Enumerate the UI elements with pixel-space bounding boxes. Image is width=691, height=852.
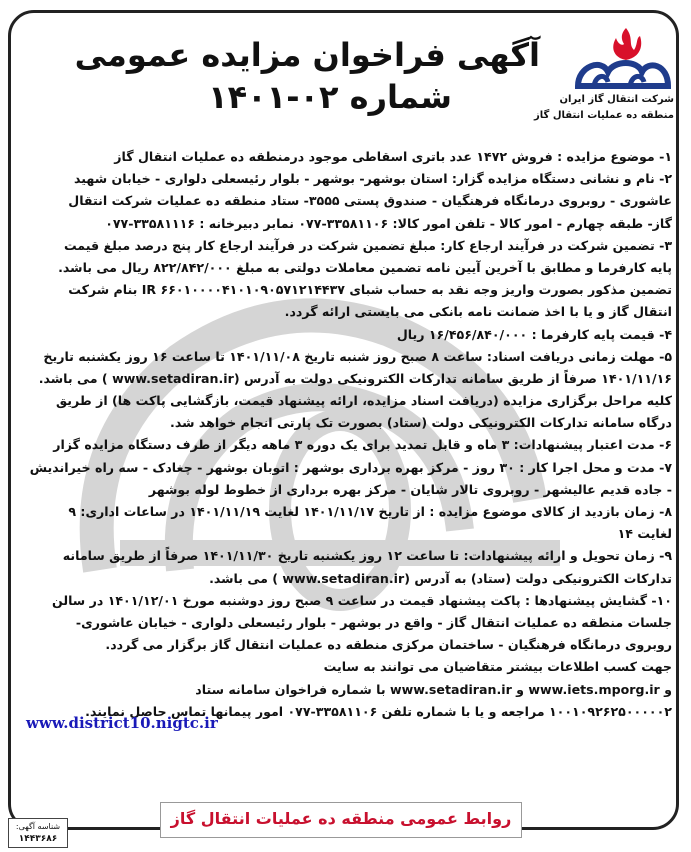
body-line: و www.iets.mporg.ir و www.setadiran.ir با شماره فراخوان سامانه ستاد [195,681,672,697]
body-line: ۹- زمان تحویل و ارائه پیشنهادات: تا ساعت ۱۲ روز یکشنبه تاریخ ۱۴۰۱/۱۱/۳۰ صرفاً از طریق سامانه [62,548,672,564]
body-line: گاز- طبقه چهارم - امور کالا - تلفن امور کالا: ۳۳۵۸۱۱۰۶-۰۷۷ نمابر دبیرخانه : ۳۳۵۸۱۱۱۶-۰۷۷ [105,215,672,231]
body-line: ۱۰- گشایش پیشنهادها : پاکت پیشنهاد قیمت در ساعت ۹ صبح روز دوشنبه مورخ ۱۴۰۱/۱۲/۰۱ در سالن [52,592,672,608]
body-line: تضمین مذکور بصورت واریز وجه نقد به حساب شبای IR ۶۶۰۱۰۰۰۰۴۱۰۱۰۹۰۵۷۱۲۱۴۴۳۷ بنام شرکت [68,282,672,298]
body-line: انتقال گاز و یا با اخذ ضمانت نامه بانکی می بایستی ارائه گردد. [284,304,672,320]
body-line: عاشوری - روبروی درمانگاه فرهنگیان - صندوق پستی ۳۵۵۵- ستاد منطقه ده عملیات شرکت انتقال [68,193,672,209]
body-line: ۲- نام و نشانی دستگاه مزایده گزار: استان بوشهر- بوشهر - بلوار رئیسعلی دلواری - خیابان شهید [74,171,672,187]
body-line: جهت کسب اطلاعات بیشتر متقاضیان می توانند به سایت [323,659,672,675]
company-logo [534,24,678,134]
logo-region-name: منطقه ده عملیات انتقال گاز [534,110,674,121]
ad-id-box [8,818,68,848]
body-line: - جاده قدیم عالیشهر - روبروی تالار شایان - مرکز بهره برداری از خطوط لوله بوشهر [148,481,672,497]
flame-gas-logo-icon [568,24,678,94]
body-line: کلیه مراحل برگزاری مزایده (دریافت اسناد مزایده، ارائه پیشنهاد قیمت، بازگشایی پاکت ها) از طریق [55,393,672,409]
body-line: ۵- مهلت زمانی دریافت اسناد: ساعت ۸ صبح روز شنبه تاریخ ۱۴۰۱/۱۱/۰۸ تا ساعت ۱۶ روز یکشنبه تاریخ [43,348,672,364]
ad-id-number: ۱۴۴۳۶۸۶ [18,834,58,844]
notice-body [20,146,672,723]
tender-number: شماره ۰۲-۱۴۰۱ [208,78,452,116]
district-website-link[interactable]: www.district10.nigtc.ir [26,714,218,732]
footer-banner [160,802,522,838]
body-line: تدارکات الکترونیکی دولت (ستاد) به آدرس (www.setadiran.ir ) می باشد. [209,570,672,586]
footer-public-relations: روابط عمومی منطقه ده عملیات انتقال گاز [170,809,512,828]
body-line: ۴- قیمت پایه کارفرما : ۱۶/۴۵۶/۸۴۰/۰۰۰ ریال [396,326,672,342]
body-line: ۷- مدت و محل اجرا کار : ۳۰ روز - مرکز بهره برداری بوشهر : اتوبان بوشهر - چغادک - سه راه خیرانديش [29,459,672,475]
body-line: پایه کارفرما و مطابق با آخرین آیین نامه تضمین معاملات دولتی به مبلغ ۸۲۲/۸۴۲/۰۰۰ ریال می باشد. [58,259,672,275]
body-line: روبروی درمانگاه فرهنگیان - ساختمان مرکزی منطقه ده عملیات انتقال گاز برگزار می گردد. [105,637,672,653]
body-line: ۱۰۰۱۰۹۲۶۲۵۰۰۰۰۰۲ مراجعه و یا با شماره تلفن ۳۳۵۸۱۱۰۶-۰۷۷ امور پیمانها تماس حاصل نمایند. [85,703,672,719]
body-line: ۱۴۰۱/۱۱/۱۶ صرفاً از طریق سامانه تدارکات الکترونیکی دولت به آدرس (www.setadiran.ir ) می باشد. [38,370,672,386]
body-line: ۸- زمان بازدید از کالای موضوع مزایده : از تاریخ ۱۴۰۱/۱۱/۱۷ لغایت ۱۴۰۱/۱۱/۱۹ در ساعات اداری: ۹ [68,504,672,519]
body-line: ۶- مدت اعتبار پیشنهادات: ۳ ماه و قابل تمدید برای یک دوره ۳ ماهه دیگر از طرف دستگاه مزایده گزار [53,437,672,453]
page-title: آگهی فراخوان مزایده عمومی [74,36,540,74]
body-line: درگاه سامانه تدارکات الکترونیکی دولت (ستاد) بصورت تک پارتی انجام خواهد شد. [170,415,672,431]
body-line: جلسات منطقه ده عملیات انتقال گاز - واقع در بوشهر - بلوار رئیسعلی دلواری - خیابان عاشوری- [75,614,672,630]
logo-company-name: شرکت انتقال گاز ایران [559,94,674,105]
ad-id-label: شناسه آگهی: [15,822,61,831]
body-line: ۱- موضوع مزایده : فروش ۱۴۷۲ عدد باتری اسقاطی موجود درمنطقه ده عملیات انتقال گاز [114,149,672,164]
body-line: لغایت ۱۴ [617,526,672,542]
body-line: ۳- تضمین شرکت در فرآیند ارجاع کار: مبلغ تضمین شرکت در فرآیند ارجاع کار پنج درصد مبلغ قیمت [63,237,672,253]
